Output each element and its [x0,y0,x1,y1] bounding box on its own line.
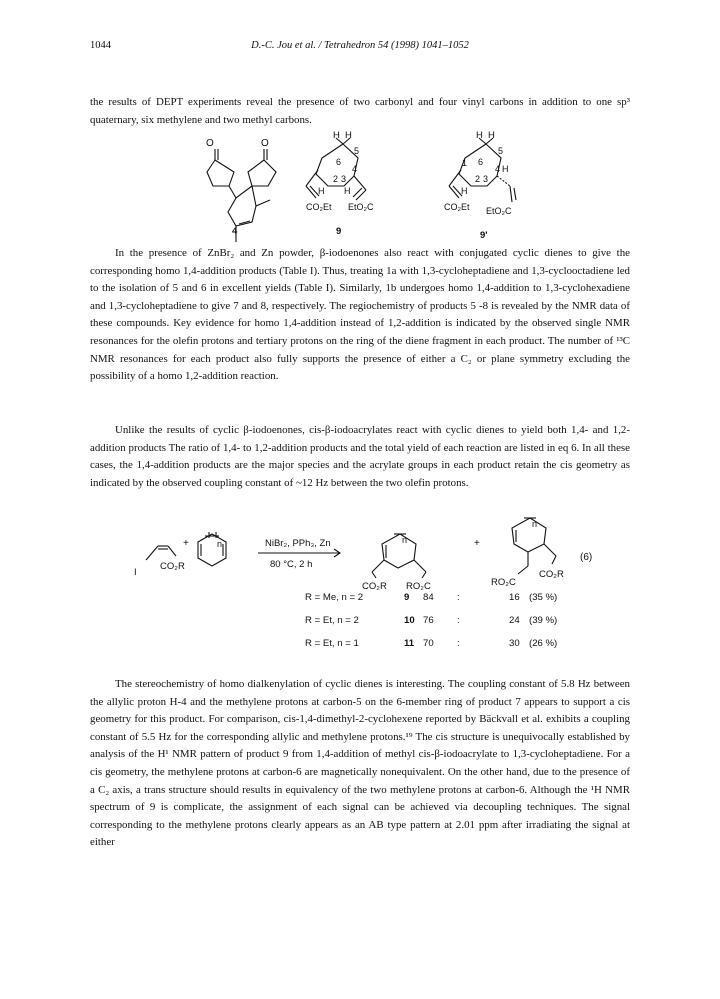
table-row [305,615,605,638]
locant-5: 5 [498,146,504,156]
table-ratio-12: 30 [509,638,520,649]
reagent-bottom: 80 °C, 2 h [270,559,313,570]
paragraph-2: In the presence of ZnBr₂ and Zn powder, β-iodoenones also react with conjugated cyclic dienes to give the corresponding homo 1,4-addition products (Table I). Thus, treating 1a with 1,3-cycloheptadiene and 1,3-cyclooctadiene led to the isolation of 5 and 6 in excellent yields (Table I). Similarly, 1b undergoes homo 1,4-addition to 1,3-cyclohexadiene and 1,3-cycloheptadiene to give 7 and 8, respectively. The regiochemistry of products 5 -8 is revealed by the NMR data of these compounds. Key evidence for homo 1,4-addition instead of 1,2-addition is indicated by the observed single NMR resonances for the olefin protons and tertiary protons on the ring of the diene fragment in each product. The number of ¹³C NMR resonances for each product also fully supports the presence of either a C₂ or plane symmetry excluding the possibility of a homo 1,2-addition reaction. [90,247,630,383]
table-condition: R = Et, n = 1 [305,638,359,649]
table-condition: R = Et, n = 2 [305,615,359,626]
page-number: 1044 [90,40,111,51]
table-row [305,592,605,615]
ester-label: RO₂C [491,577,516,588]
table-compound-number: 10 [404,615,415,626]
ring-size-n: n [217,539,223,549]
table-ratio-14: 84 [423,592,434,603]
h-label: H [318,186,325,196]
oxygen-label: O [261,138,269,149]
table-row [305,638,605,661]
h-label: H [344,186,351,196]
locant-4: 4 [352,164,358,174]
table-compound-number: 9 [404,592,410,603]
ratio-table [305,592,605,661]
table-yield: (35 %) [529,592,558,603]
h-label: H [333,130,340,141]
table-ratio-14: 70 [423,638,434,649]
compound-number-4: 4 [232,226,238,237]
table-yield: (39 %) [529,615,558,626]
ester-label: CO₂Et [306,202,332,212]
locant-6: 6 [336,157,342,167]
ester-label: RO₂C [406,581,431,592]
reagent-top: NiBr₂, PPh₃, Zn [265,538,331,549]
table-yield: (26 %) [529,638,558,649]
table-ratio-14: 76 [423,615,434,626]
ring-size-n: n [402,535,408,545]
paragraph-3: Unlike the results of cyclic β-iodoenones, cis-β-iodoacrylates react with cyclic dienes to yield both 1,4- and 1,2-addition products The ratio of 1,4- to 1,2-addition products and the total yield of each reaction are listed in eq 6. In all these cases, the 1,4-addition products are the major species and the acrylate groups in each product retain the cis geometry as indicated by the observed coupling constant of ~12 Hz between the two olefin protons. [90,424,630,489]
plus-sign: + [474,538,480,549]
table-ratio-12: 24 [509,615,520,626]
compound-number-9-prime: 9' [480,230,488,241]
ester-label: CO₂R [362,581,387,592]
paragraph-4: The stereochemistry of homo dialkenylation of cyclic dienes is interesting. The coupling constant of 5.8 Hz between the allylic proton H-4 and the methylene protons at carbon-5 on the 6-member ring of product 7 appears to support a cis geometry for this product. For comparison, cis-1,4-dimethyl-2-cyclohexene reported by Bäckvall et al. exhibits a coupling constant of 5.5 Hz for the corresponding allylic and methylene protons.¹⁹ The cis structure is unequivocally established by analysis of the H¹ NMR pattern of product 9 from 1,4-addition of methyl cis-β-iodoacrylate to 1,3-cycloheptadiene. For a cis geometry, the methylene protons at carbon-6 are magnetically nonequivalent. On the other hand, due to the presence of a C₂ axis, a trans structure should results in equivalency of the two methylene protons at carbon-6. Although the ¹H NMR spectrum of 9 is complicate, the assignment of each signal can be achieved via decoupling techniques. The signal corresponding to the methylene protons clearly appears as an AB type pattern at 2.01 ppm after irradiating the signal at either [90,678,630,849]
h-label: H [476,130,483,141]
ester-label: CO₂Et [444,202,470,212]
ring-size-n: n [532,519,538,529]
ester-label: CO₂R [160,561,185,572]
table-separator: : [457,615,460,626]
table-condition: R = Me, n = 2 [305,592,364,603]
structure-4 [207,149,276,242]
ester-label: EtO₂C [348,202,374,212]
locant-1: 1 [462,158,468,168]
plus-sign: + [183,538,189,549]
equation-number: (6) [580,552,593,563]
locant-5: 5 [354,146,360,156]
ester-label: EtO₂C [486,206,512,216]
locant-3: 3 [341,174,347,184]
h-label: H [461,186,468,196]
oxygen-label: O [206,138,214,149]
table-ratio-12: 16 [509,592,520,603]
h-label: H [488,130,495,141]
table-separator: : [457,638,460,649]
table-compound-number: 11 [404,638,415,649]
compound-number-9: 9 [336,226,342,237]
paragraph-1: the results of DEPT experiments reveal the presence of two carbonyl and four vinyl carbons in addition to one sp³ quaternary, six methylene and two methyl carbons. [90,96,630,126]
h-label: H [345,130,352,141]
h-label: H [502,164,509,174]
ester-label: CO₂R [539,569,564,580]
locant-2: 2 [475,174,481,184]
locant-6: 6 [478,157,484,167]
locant-2: 2 [333,174,339,184]
running-title: D.-C. Jou et al. / Tetrahedron 54 (1998) 1041–1052 [251,40,469,51]
locant-3: 3 [483,174,489,184]
table-separator: : [457,592,460,603]
iodo-label: I [134,567,137,578]
locant-4: 4 [495,164,501,174]
equation-6 [146,518,556,578]
